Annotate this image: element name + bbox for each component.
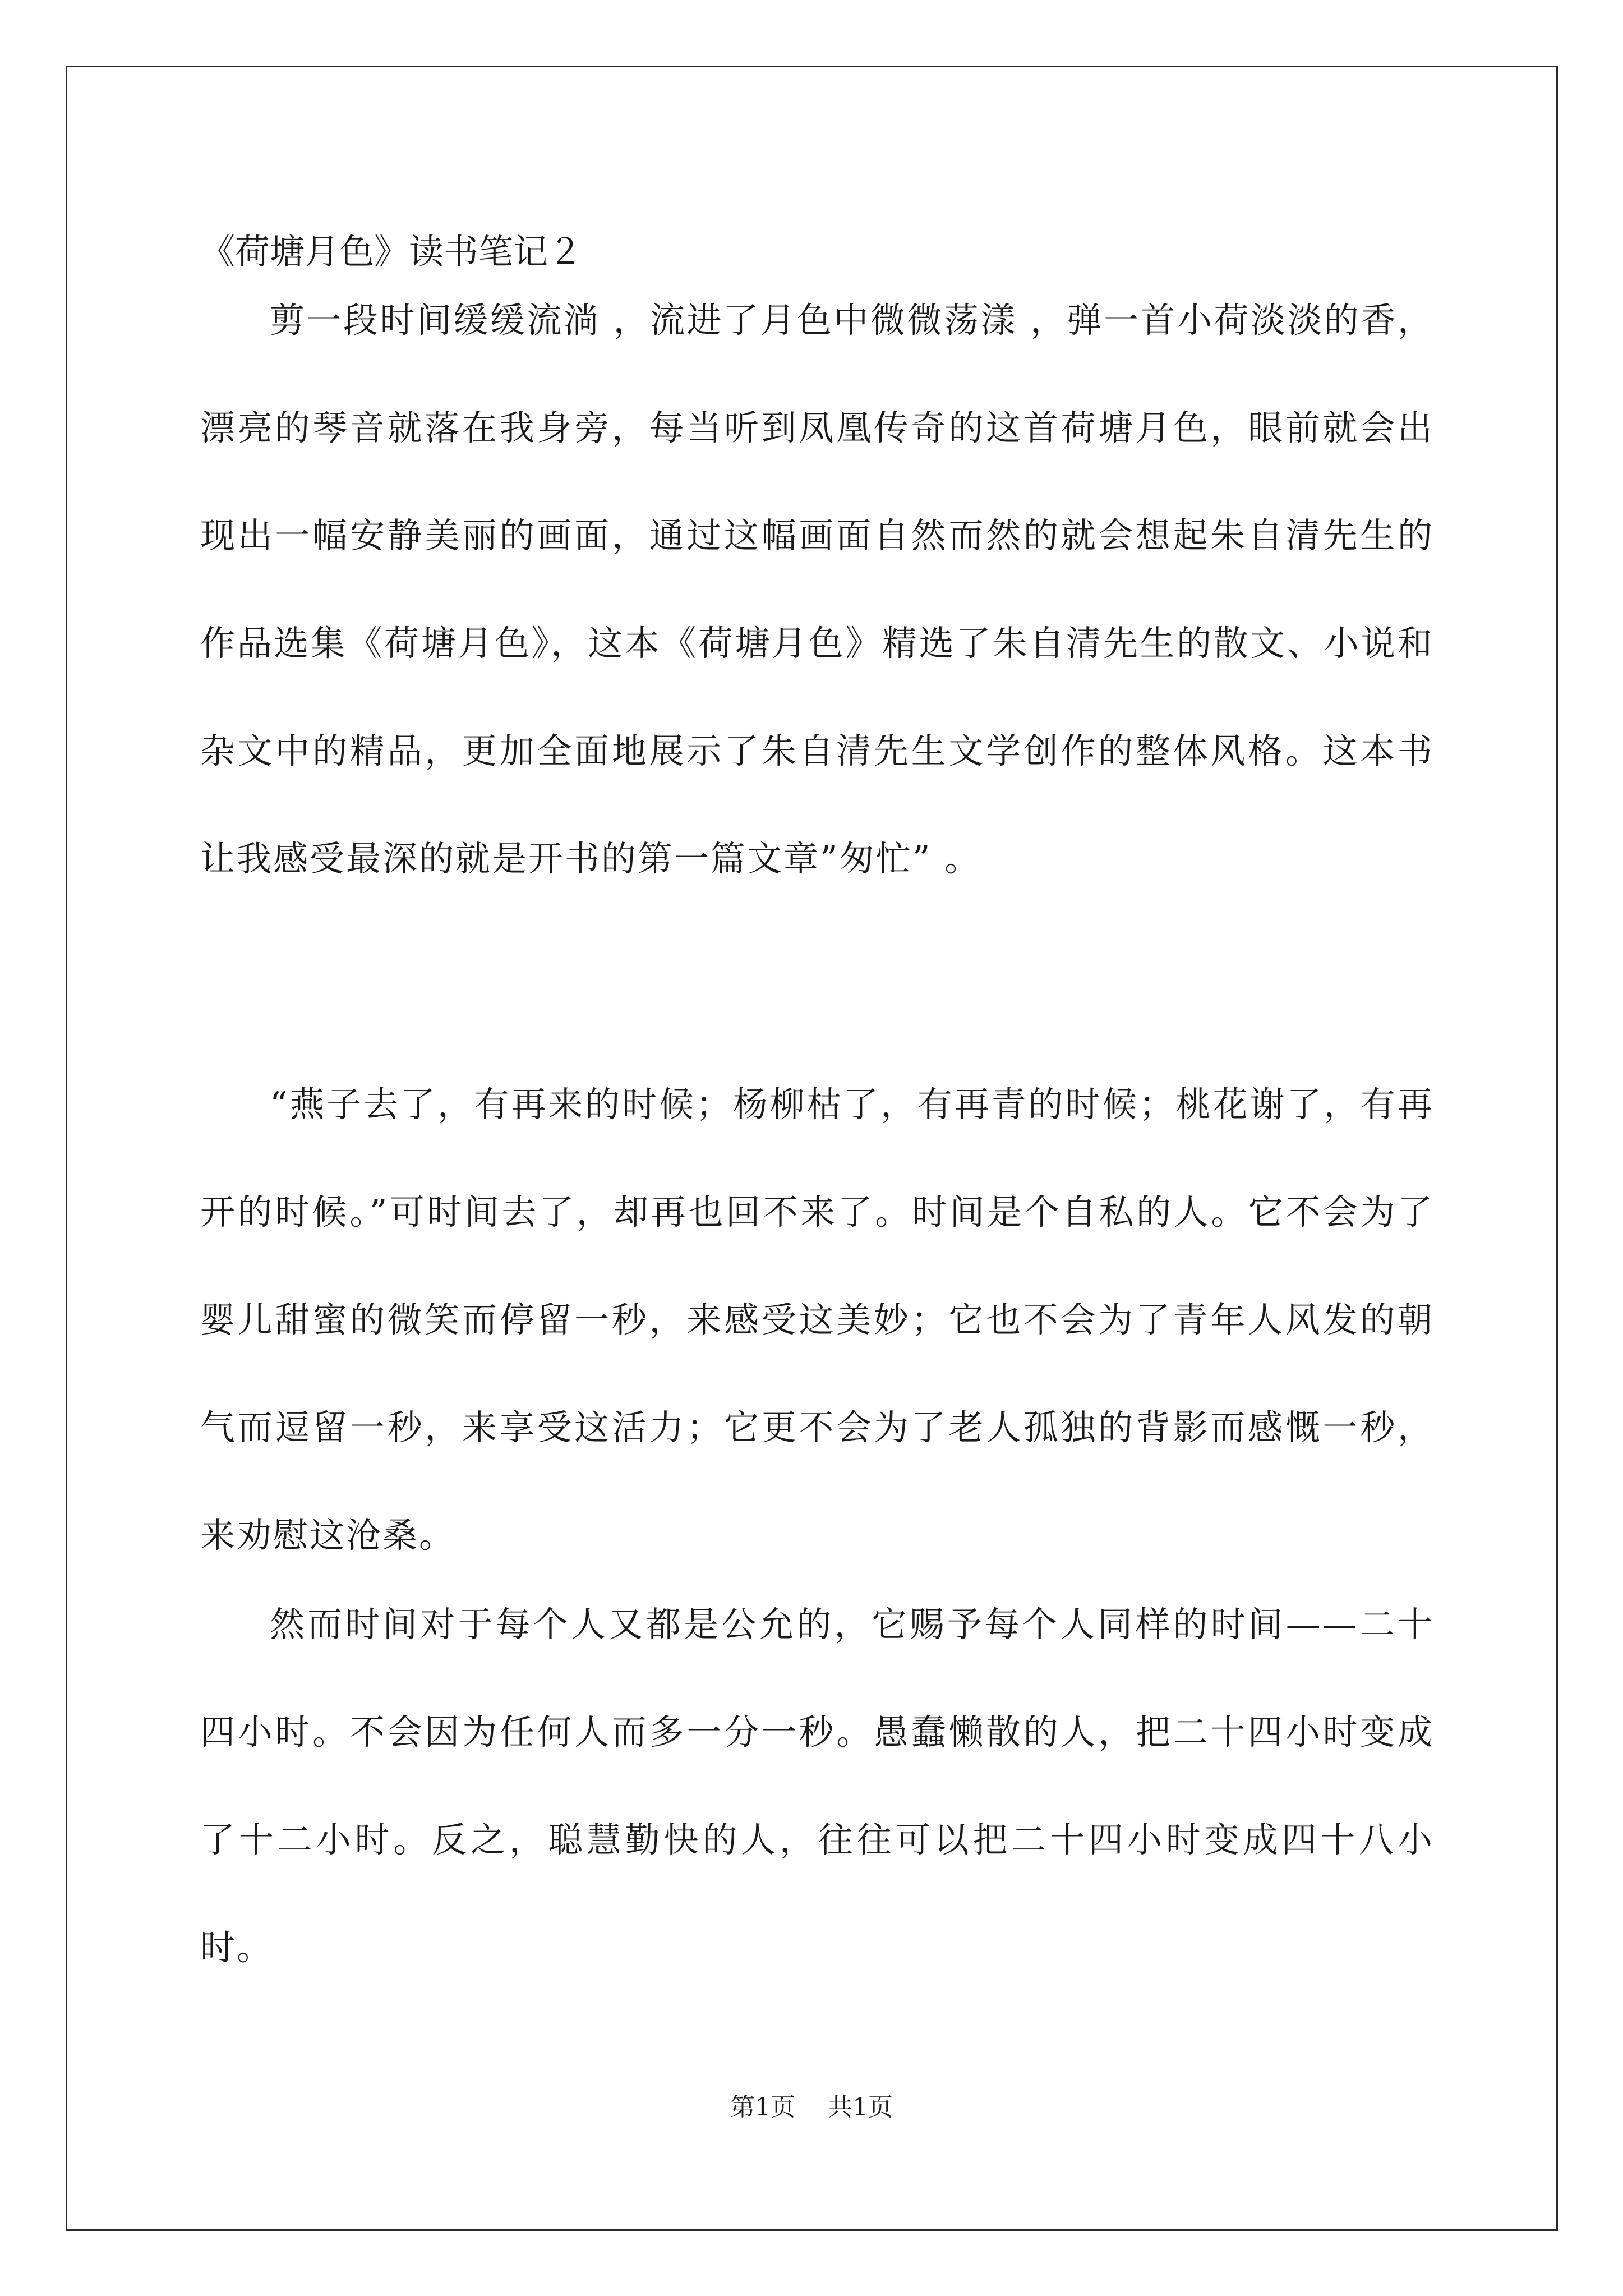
- page-footer: [0, 2091, 1623, 2124]
- paragraph-1: 剪一段时间缓缓流淌 ，流进了月色中微微荡漾 ，弹一首小荷淡淡的香，漂亮的琴音就落在我身旁，每当听到凤凰传奇的这首荷塘月色，眼前就会出现出一幅安静美丽的画面，通过这幅画面自然而然的就会想起朱自清先生的作品选集《荷塘月色》，这本《荷塘月色》精选了朱自清先生的散文、小说和杂文中的精品，更加全面地展示了朱自清先生文学创作的整体风格。这本书让我感受最深的就是开书的第一篇文章”匆忙” 。: [200, 300, 1434, 879]
- page-number-current: 第1页: [730, 2093, 795, 2122]
- page-number-total: 共1页: [828, 2093, 893, 2122]
- paragraph-3: 然而时间对于每个人又都是公允的，它赐予每个人同样的时间——二十四小时。不会因为任何人而多一分一秒。愚蠢懒散的人，把二十四小时变成了十二小时。反之，聪慧勤快的人，往往可以把二十四小时变成四十八小时。: [200, 1604, 1434, 1968]
- document-title: 《荷塘月色》读书笔记２: [200, 231, 583, 272]
- paragraph-2: “燕子去了，有再来的时候；杨柳枯了，有再青的时候；桃花谢了，有再开的时候。”可时间去了，却再也回不来了。时间是个自私的人。它不会为了婴儿甜蜜的微笑而停留一秒，来感受这美妙；它也不会为了青年人风发的朝气而逗留一秒，来享受这活力；它更不会为了老人孤独的背影而感慨一秒，来劝慰这沧桑。: [200, 1084, 1434, 1556]
